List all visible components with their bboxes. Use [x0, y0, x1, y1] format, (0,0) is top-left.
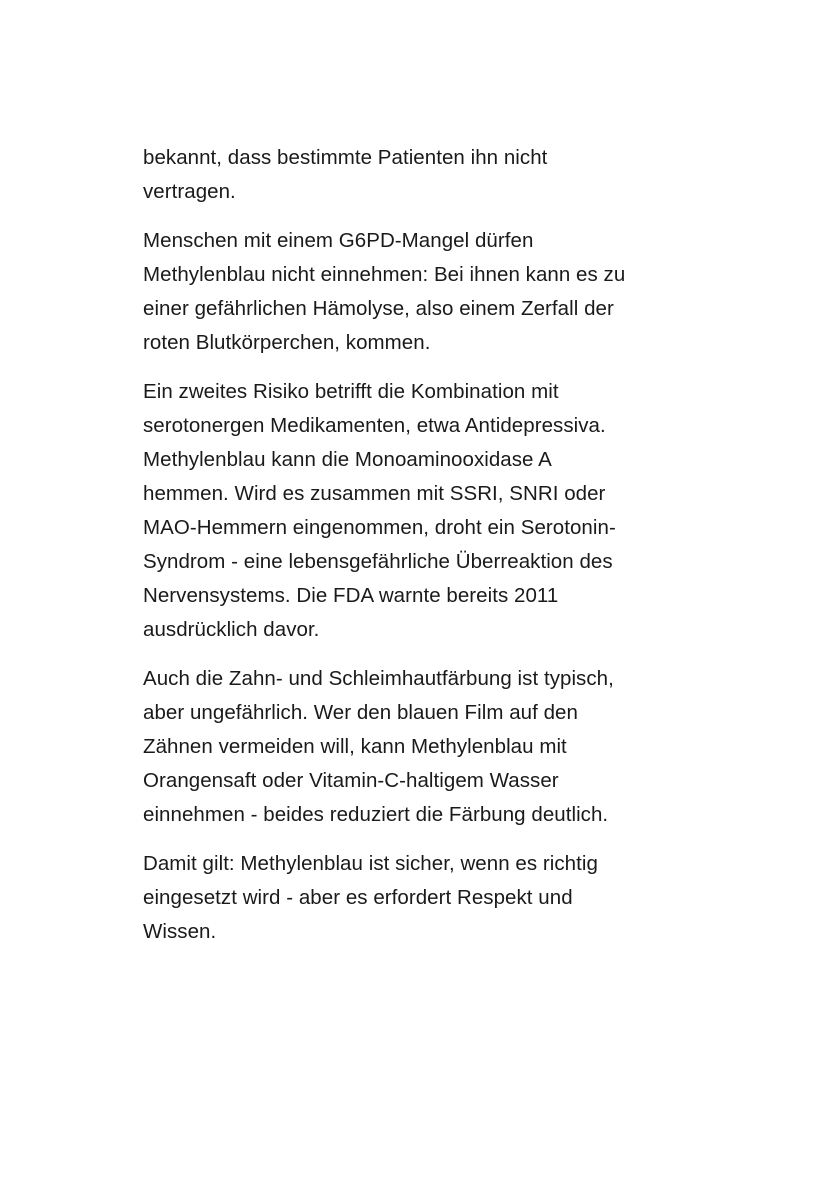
text-line: einer gefährlichen Hämolyse, also einem Zerfall der	[143, 297, 614, 320]
text-line: hemmen. Wird es zusammen mit SSRI, SNRI oder	[143, 482, 606, 505]
body-text	[143, 141, 703, 964]
text-line: Wissen.	[143, 920, 217, 943]
text-line: ausdrücklich davor.	[143, 618, 320, 641]
text-line: roten Blutkörperchen, kommen.	[143, 331, 431, 354]
text-line: Auch die Zahn- und Schleimhautfärbung ist typisch,	[143, 667, 614, 690]
text-line: einnehmen - beides reduziert die Färbung deutlich.	[143, 803, 609, 826]
text-line: vertragen.	[143, 180, 236, 203]
text-line: Damit gilt: Methylenblau ist sicher, wenn es richtig	[143, 852, 598, 875]
text-line: Ein zweites Risiko betrifft die Kombination mit	[143, 380, 559, 403]
paragraph-staining	[143, 662, 703, 832]
text-line: Nervensystems. Die FDA warnte bereits 2011	[143, 584, 559, 607]
text-line: Methylenblau nicht einnehmen: Bei ihnen kann es zu	[143, 263, 626, 286]
text-line: MAO-Hemmern eingenommen, droht ein Serotonin-	[143, 516, 616, 539]
text-line: eingesetzt wird - aber es erfordert Respekt und	[143, 886, 573, 909]
text-line: serotonergen Medikamenten, etwa Antidepressiva.	[143, 414, 606, 437]
text-line: aber ungefährlich. Wer den blauen Film auf den	[143, 701, 578, 724]
text-line: Orangensaft oder Vitamin-C-haltigem Wasser	[143, 769, 559, 792]
paragraph-intolerance	[143, 141, 703, 209]
text-line: Syndrom - eine lebensgefährliche Überreaktion des	[143, 550, 613, 573]
text-line: Zähnen vermeiden will, kann Methylenblau mit	[143, 735, 567, 758]
paragraph-g6pd-deficiency	[143, 224, 703, 360]
text-line: Methylenblau kann die Monoaminooxidase A	[143, 448, 552, 471]
paragraph-serotonin-risk	[143, 375, 703, 647]
text-line: bekannt, dass bestimmte Patienten ihn nicht	[143, 146, 548, 169]
text-line: Menschen mit einem G6PD-Mangel dürfen	[143, 229, 534, 252]
paragraph-conclusion	[143, 847, 703, 949]
